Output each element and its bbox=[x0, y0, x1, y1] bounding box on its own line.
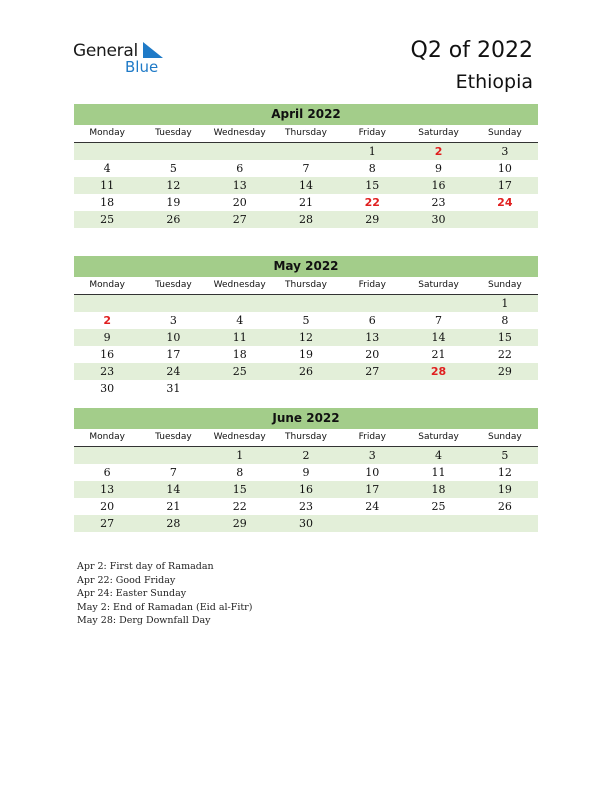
day-cell: 26 bbox=[497, 500, 512, 513]
weekday-label: Wednesday bbox=[213, 432, 266, 442]
day-cell: 31 bbox=[166, 382, 181, 395]
day-cell: 4 bbox=[236, 314, 244, 327]
day-cell: 21 bbox=[298, 196, 313, 209]
day-cell: 13 bbox=[100, 483, 115, 496]
week-row bbox=[74, 380, 538, 397]
month-calendar-april bbox=[74, 104, 538, 228]
day-cell: 14 bbox=[166, 483, 181, 496]
day-cell bbox=[207, 143, 273, 160]
day-cell: 19 bbox=[166, 196, 181, 209]
day-cell bbox=[472, 211, 538, 228]
day-cell: 20 bbox=[232, 196, 247, 209]
day-cell: 8 bbox=[368, 162, 376, 175]
week-row bbox=[74, 295, 538, 312]
day-cell bbox=[140, 143, 206, 160]
day-cell: 29 bbox=[232, 517, 247, 530]
weekday-label: Thursday bbox=[285, 280, 327, 290]
holiday-day-cell: 28 bbox=[430, 365, 447, 378]
day-cell: 13 bbox=[232, 179, 247, 192]
day-cell: 4 bbox=[103, 162, 111, 175]
weekday-label: Monday bbox=[89, 128, 125, 138]
month-header: June 2022 bbox=[74, 408, 538, 429]
day-cell: 20 bbox=[365, 348, 380, 361]
day-cell: 27 bbox=[100, 517, 115, 530]
day-cell: 16 bbox=[100, 348, 115, 361]
day-cell: 8 bbox=[501, 314, 509, 327]
day-cell: 21 bbox=[431, 348, 446, 361]
holiday-note: May 28: Derg Downfall Day bbox=[77, 615, 211, 627]
holiday-notes bbox=[77, 560, 252, 628]
day-cell: 5 bbox=[302, 314, 310, 327]
day-cell: 9 bbox=[435, 162, 443, 175]
month-header: April 2022 bbox=[74, 104, 538, 125]
logo-blue-text: Blue bbox=[125, 58, 159, 76]
day-cell: 25 bbox=[232, 365, 247, 378]
day-cell bbox=[472, 380, 538, 397]
day-cell bbox=[207, 380, 273, 397]
day-cell: 12 bbox=[497, 466, 512, 479]
day-cell: 15 bbox=[232, 483, 247, 496]
weekday-label: Friday bbox=[358, 432, 386, 442]
day-cell: 6 bbox=[103, 466, 111, 479]
day-cell bbox=[74, 143, 140, 160]
weekday-label: Saturday bbox=[418, 280, 459, 290]
day-cell: 27 bbox=[232, 213, 247, 226]
weekday-label: Sunday bbox=[487, 128, 522, 138]
day-cell: 26 bbox=[298, 365, 313, 378]
day-cell: 23 bbox=[298, 500, 313, 513]
week-row bbox=[74, 211, 538, 228]
weekday-label: Monday bbox=[89, 432, 125, 442]
holiday-day-cell: 24 bbox=[497, 196, 513, 209]
weeks-container bbox=[74, 143, 538, 228]
day-cell bbox=[339, 380, 405, 397]
day-cell: 1 bbox=[501, 297, 509, 310]
day-cell bbox=[405, 515, 471, 532]
day-cell: 2 bbox=[302, 449, 310, 462]
day-cell: 6 bbox=[368, 314, 376, 327]
day-cell: 13 bbox=[365, 331, 380, 344]
day-cell bbox=[207, 295, 273, 312]
day-cell: 10 bbox=[365, 466, 380, 479]
day-cell: 30 bbox=[100, 382, 115, 395]
month-calendar-may bbox=[74, 256, 538, 397]
day-cell bbox=[405, 380, 471, 397]
day-cell: 5 bbox=[501, 449, 509, 462]
week-row bbox=[74, 143, 538, 160]
week-row bbox=[74, 481, 538, 498]
day-cell: 25 bbox=[100, 213, 115, 226]
day-cell: 15 bbox=[365, 179, 380, 192]
day-cell: 16 bbox=[431, 179, 446, 192]
week-row bbox=[74, 177, 538, 194]
weekday-header-row bbox=[74, 277, 538, 295]
day-cell: 29 bbox=[497, 365, 512, 378]
day-cell: 25 bbox=[431, 500, 446, 513]
day-cell: 18 bbox=[232, 348, 247, 361]
holiday-note: Apr 2: First day of Ramadan bbox=[77, 561, 214, 572]
day-cell: 30 bbox=[431, 213, 446, 226]
day-cell bbox=[74, 447, 140, 464]
weeks-container bbox=[74, 447, 538, 532]
day-cell: 28 bbox=[298, 213, 313, 226]
day-cell: 3 bbox=[169, 314, 177, 327]
day-cell: 23 bbox=[100, 365, 115, 378]
holiday-note: May 2: End of Ramadan (Eid al-Fitr) bbox=[77, 601, 253, 613]
day-cell bbox=[472, 515, 538, 532]
week-row bbox=[74, 498, 538, 515]
day-cell bbox=[339, 295, 405, 312]
day-cell bbox=[273, 380, 339, 397]
week-row bbox=[74, 160, 538, 177]
week-row bbox=[74, 346, 538, 363]
weekday-label: Monday bbox=[89, 280, 125, 290]
weekday-label: Friday bbox=[358, 280, 386, 290]
weekday-header-row bbox=[74, 125, 538, 143]
week-row bbox=[74, 447, 538, 464]
day-cell: 29 bbox=[365, 213, 380, 226]
week-row bbox=[74, 329, 538, 346]
day-cell: 14 bbox=[298, 179, 313, 192]
day-cell: 30 bbox=[298, 517, 313, 530]
day-cell: 10 bbox=[497, 162, 512, 175]
weeks-container bbox=[74, 295, 538, 397]
day-cell: 11 bbox=[232, 331, 247, 344]
weekday-header-row bbox=[74, 429, 538, 447]
day-cell: 19 bbox=[298, 348, 313, 361]
weekday-label: Tuesday bbox=[155, 432, 192, 442]
day-cell: 9 bbox=[302, 466, 310, 479]
page-title: Q2 of 2022 bbox=[410, 38, 533, 63]
weekday-label: Sunday bbox=[487, 280, 522, 290]
day-cell: 12 bbox=[298, 331, 313, 344]
weekday-label: Tuesday bbox=[155, 280, 192, 290]
weekday-label: Sunday bbox=[487, 432, 522, 442]
day-cell: 24 bbox=[166, 365, 181, 378]
day-cell: 1 bbox=[236, 449, 244, 462]
logo bbox=[73, 41, 173, 77]
weekday-label: Friday bbox=[358, 128, 386, 138]
day-cell: 18 bbox=[431, 483, 446, 496]
holiday-day-cell: 2 bbox=[103, 314, 111, 327]
day-cell: 22 bbox=[232, 500, 247, 513]
week-row bbox=[74, 194, 538, 211]
weekday-label: Saturday bbox=[418, 128, 459, 138]
weekday-label: Thursday bbox=[285, 432, 327, 442]
day-cell bbox=[74, 295, 140, 312]
day-cell: 23 bbox=[431, 196, 446, 209]
day-cell: 27 bbox=[365, 365, 380, 378]
day-cell: 8 bbox=[236, 466, 244, 479]
weekday-label: Wednesday bbox=[213, 280, 266, 290]
holiday-day-cell: 22 bbox=[364, 196, 380, 209]
day-cell: 10 bbox=[166, 331, 181, 344]
day-cell: 20 bbox=[100, 500, 115, 513]
day-cell bbox=[140, 295, 206, 312]
day-cell bbox=[140, 447, 206, 464]
day-cell: 3 bbox=[368, 449, 376, 462]
month-calendar-june bbox=[74, 408, 538, 532]
logo-flag-icon bbox=[141, 42, 163, 58]
country-name: Ethiopia bbox=[455, 71, 533, 93]
weekday-label: Thursday bbox=[285, 128, 327, 138]
day-cell bbox=[339, 515, 405, 532]
day-cell: 1 bbox=[368, 145, 376, 158]
day-cell: 12 bbox=[166, 179, 181, 192]
day-cell: 11 bbox=[100, 179, 115, 192]
day-cell: 7 bbox=[435, 314, 443, 327]
week-row bbox=[74, 464, 538, 481]
day-cell: 3 bbox=[501, 145, 509, 158]
day-cell: 17 bbox=[166, 348, 181, 361]
week-row bbox=[74, 515, 538, 532]
day-cell: 11 bbox=[431, 466, 446, 479]
week-row bbox=[74, 363, 538, 380]
day-cell: 5 bbox=[169, 162, 177, 175]
day-cell: 9 bbox=[103, 331, 111, 344]
week-row bbox=[74, 312, 538, 329]
day-cell: 14 bbox=[431, 331, 446, 344]
day-cell: 19 bbox=[497, 483, 512, 496]
day-cell: 7 bbox=[169, 466, 177, 479]
day-cell: 28 bbox=[166, 517, 181, 530]
weekday-label: Saturday bbox=[418, 432, 459, 442]
holiday-day-cell: 2 bbox=[434, 145, 443, 158]
day-cell: 17 bbox=[365, 483, 380, 496]
weekday-label: Tuesday bbox=[155, 128, 192, 138]
day-cell bbox=[273, 143, 339, 160]
day-cell: 6 bbox=[236, 162, 244, 175]
weekday-label: Wednesday bbox=[213, 128, 266, 138]
day-cell bbox=[405, 295, 471, 312]
day-cell bbox=[273, 295, 339, 312]
logo-general-text: General bbox=[73, 41, 138, 61]
day-cell: 16 bbox=[298, 483, 313, 496]
day-cell: 22 bbox=[497, 348, 512, 361]
month-header: May 2022 bbox=[74, 256, 538, 277]
day-cell: 21 bbox=[166, 500, 181, 513]
day-cell: 4 bbox=[435, 449, 443, 462]
day-cell: 18 bbox=[100, 196, 115, 209]
holiday-note: Apr 22: Good Friday bbox=[77, 574, 176, 586]
day-cell: 24 bbox=[365, 500, 380, 513]
day-cell: 7 bbox=[302, 162, 310, 175]
holiday-note: Apr 24: Easter Sunday bbox=[77, 588, 187, 600]
day-cell: 15 bbox=[497, 331, 512, 344]
day-cell: 26 bbox=[166, 213, 181, 226]
day-cell: 17 bbox=[497, 179, 512, 192]
